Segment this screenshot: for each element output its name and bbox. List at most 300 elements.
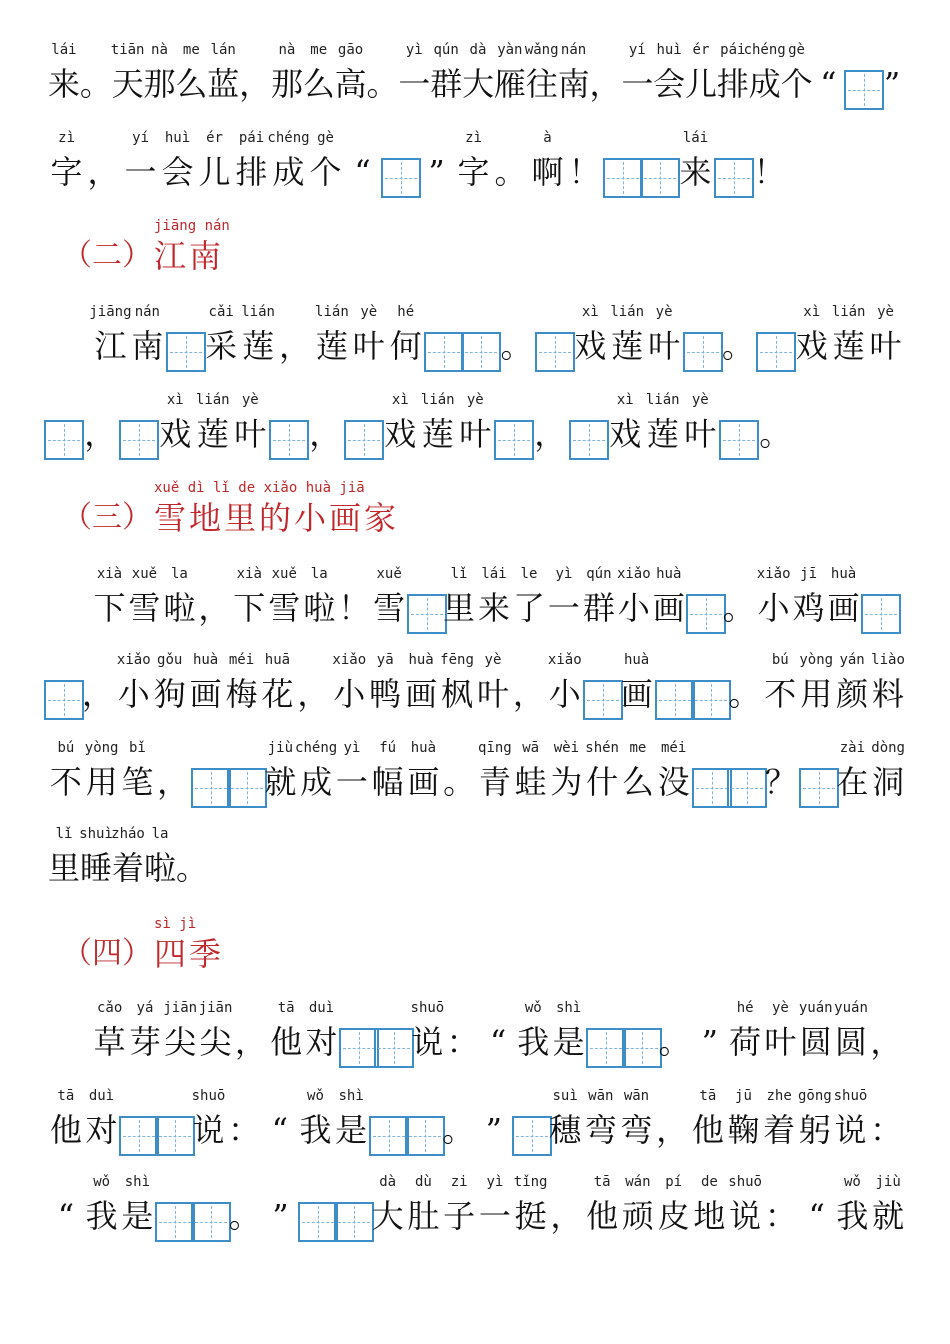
pinyin: yuán <box>798 1000 833 1016</box>
hanzi: 成 <box>748 65 781 103</box>
hanzi: 叶 <box>234 415 267 453</box>
pinyin: me <box>310 42 328 58</box>
pinyin: lán <box>210 42 236 58</box>
pinyin: jiān <box>163 1000 198 1016</box>
pinyin: yè <box>772 1000 789 1016</box>
word-unit <box>532 392 570 472</box>
pinyin: xuě <box>271 566 297 582</box>
word-unit <box>867 304 904 384</box>
hanzi: 画 <box>405 675 438 713</box>
writing-grid-box[interactable] <box>622 1028 662 1068</box>
hanzi: ， <box>297 675 330 713</box>
writing-grid-box[interactable] <box>799 768 839 808</box>
pinyin: xì <box>616 392 634 408</box>
hanzi: 个 <box>309 153 342 191</box>
pinyin: cǎi <box>208 304 234 320</box>
word-unit <box>176 826 208 906</box>
pinyin: jū <box>735 1088 752 1104</box>
hanzi: 花 <box>261 675 294 713</box>
pinyin: lián <box>315 304 349 320</box>
hanzi: 成 <box>300 763 333 801</box>
writing-grid-box[interactable] <box>583 680 623 720</box>
pinyin: gè <box>317 130 334 146</box>
hanzi: 一 <box>547 589 580 627</box>
word-unit <box>876 42 908 122</box>
word-unit <box>307 130 344 210</box>
pinyin: de <box>700 1174 718 1190</box>
hanzi: 戏 <box>384 415 417 453</box>
hanzi: 莲 <box>196 415 229 453</box>
pinyin: xiǎo <box>116 652 151 668</box>
pinyin: huà <box>656 566 682 582</box>
writing-grid-box[interactable] <box>727 768 767 808</box>
hanzi: 料 <box>872 675 905 713</box>
pinyin: xì <box>803 304 821 320</box>
writing-grid-box[interactable] <box>344 420 384 460</box>
text-line-1 <box>48 42 908 122</box>
pinyin: lián <box>831 304 866 320</box>
writing-grid-box[interactable] <box>44 420 84 460</box>
pinyin: tiān <box>110 42 145 58</box>
hanzi: 天 <box>111 65 144 103</box>
text-line-5 <box>92 566 896 646</box>
hanzi: ” <box>485 1111 502 1149</box>
pinyin: zài <box>839 740 866 756</box>
section-title: 四季 <box>154 935 225 973</box>
hanzi: 着 <box>763 1111 796 1149</box>
hanzi: ， <box>198 589 231 627</box>
word-unit <box>558 42 590 122</box>
writing-grid-box[interactable] <box>155 1202 195 1242</box>
hanzi: 圆 <box>835 1023 868 1061</box>
pinyin: lián <box>610 304 645 320</box>
hanzi: 啊 <box>531 153 564 191</box>
word-unit <box>227 1174 263 1254</box>
pinyin: xì <box>581 304 599 320</box>
pinyin: liào <box>871 652 905 668</box>
hanzi: 莲 <box>421 415 454 453</box>
writing-grid-box[interactable] <box>683 332 723 372</box>
pinyin: yán <box>839 652 865 668</box>
hanzi: ？ <box>764 763 797 801</box>
writing-grid-box[interactable] <box>119 420 159 460</box>
hanzi: ！ <box>753 153 786 191</box>
pinyin: lái <box>682 130 709 146</box>
word-unit <box>651 566 686 646</box>
blank-box <box>655 652 691 732</box>
pinyin: lián <box>241 304 275 320</box>
hanzi: 荷 <box>729 1023 762 1061</box>
word-unit <box>751 130 788 210</box>
pinyin: shuō <box>728 1174 762 1190</box>
writing-grid-box[interactable] <box>191 768 231 808</box>
pinyin: xiǎo <box>547 652 582 668</box>
hanzi: “ <box>57 1197 75 1235</box>
hanzi: 他 <box>270 1023 303 1061</box>
hanzi: 来 <box>48 65 81 103</box>
word-unit <box>757 392 795 472</box>
hanzi: 为 <box>550 763 583 801</box>
writing-grid-box[interactable] <box>44 680 84 720</box>
pinyin: lái <box>51 42 77 58</box>
pinyin: yè <box>466 392 484 408</box>
hanzi: ， <box>239 65 272 103</box>
hanzi: 叶 <box>648 327 681 365</box>
hanzi: “ <box>271 1111 288 1149</box>
blank-box <box>191 740 227 820</box>
writing-grid-box[interactable] <box>298 1202 338 1242</box>
section-title: 江南 <box>154 237 225 275</box>
blank-box <box>622 1000 657 1080</box>
pinyin: shuō <box>191 1088 226 1104</box>
hanzi: ！ <box>338 589 371 627</box>
hanzi: ， <box>81 675 114 713</box>
pinyin: zháo <box>111 826 145 842</box>
pinyin: lǐ <box>55 826 73 842</box>
word-unit <box>656 740 692 820</box>
pinyin: méi <box>228 652 255 668</box>
hanzi: ， <box>157 763 190 801</box>
hanzi: 幅 <box>371 763 404 801</box>
section-title: 雪地里的小画家 <box>154 499 400 537</box>
text-line-11 <box>48 1174 906 1254</box>
hanzi: 。 <box>759 415 792 453</box>
blank-box <box>155 1174 191 1254</box>
pinyin: wǒ <box>307 1088 324 1104</box>
hanzi: 下 <box>93 589 126 627</box>
hanzi: 么 <box>175 65 208 103</box>
writing-grid-box[interactable] <box>166 332 206 372</box>
word-unit <box>263 1174 299 1254</box>
hanzi: 叶 <box>476 675 509 713</box>
pinyin: yì <box>405 42 423 58</box>
word-unit <box>682 392 720 472</box>
writing-grid-box[interactable] <box>756 332 796 372</box>
writing-grid-box[interactable] <box>461 332 501 372</box>
pinyin: jiù <box>875 1174 901 1190</box>
pinyin: zì <box>58 130 75 146</box>
text-line-8 <box>48 826 208 906</box>
writing-grid-box[interactable] <box>512 1116 552 1156</box>
hanzi: 么 <box>302 65 335 103</box>
hanzi: 叶 <box>459 415 492 453</box>
word-unit <box>410 1000 445 1080</box>
hanzi: 是 <box>552 1023 585 1061</box>
pinyin: gǒu <box>157 652 183 668</box>
blank-box <box>861 566 896 646</box>
hanzi: 他 <box>49 1111 82 1149</box>
word-unit <box>307 392 345 472</box>
writing-grid-box[interactable] <box>339 1028 379 1068</box>
hanzi: 一 <box>621 65 654 103</box>
hanzi: 青 <box>478 763 511 801</box>
pinyin: qún <box>433 42 459 58</box>
blank-box <box>683 304 720 384</box>
hanzi: 啦 <box>144 849 177 887</box>
hanzi: 不 <box>764 675 797 713</box>
blank-box <box>691 652 727 732</box>
writing-grid-box[interactable] <box>405 1116 445 1156</box>
hanzi: 戏 <box>609 415 642 453</box>
word-unit <box>869 1000 904 1080</box>
hanzi: 小 <box>617 589 650 627</box>
word-unit <box>547 652 583 732</box>
pinyin: xiǎo <box>332 652 367 668</box>
pinyin: huà <box>192 652 219 668</box>
word-unit <box>82 392 120 472</box>
hanzi: 排 <box>235 153 268 191</box>
hanzi: 字 <box>457 153 490 191</box>
word-unit <box>344 130 381 210</box>
pinyin: tā <box>277 1000 295 1016</box>
writing-grid-box[interactable] <box>424 332 464 372</box>
blank-box <box>494 392 532 472</box>
hanzi: 在 <box>836 763 869 801</box>
pinyin: wán <box>625 1174 651 1190</box>
pinyin: nà <box>278 42 296 58</box>
hanzi: 戏 <box>574 327 607 365</box>
writing-grid-box[interactable] <box>191 1202 231 1242</box>
pinyin: yè <box>655 304 673 320</box>
writing-grid-box[interactable] <box>569 420 609 460</box>
word-unit <box>812 42 844 122</box>
writing-grid-box[interactable] <box>692 768 732 808</box>
hanzi: ： <box>764 1197 797 1235</box>
hanzi: 着 <box>112 849 145 887</box>
section-title-pinyin: xuě dì lǐ de xiǎo huà jiā <box>154 480 365 496</box>
text-line-6 <box>44 652 906 732</box>
word-unit <box>191 1088 227 1168</box>
pinyin: pái <box>720 42 746 58</box>
hanzi: 大 <box>371 1197 404 1235</box>
pinyin: fú <box>379 740 397 756</box>
hanzi: ” <box>428 153 445 191</box>
pinyin: jiù <box>267 740 294 756</box>
pinyin: shuì <box>79 826 113 842</box>
hanzi: 里 <box>443 589 476 627</box>
pinyin: dòng <box>871 740 905 756</box>
writing-grid-box[interactable] <box>640 158 680 198</box>
pinyin: shuō <box>833 1088 868 1104</box>
hanzi: 对 <box>305 1023 338 1061</box>
hanzi: 雪 <box>268 589 301 627</box>
blank-box <box>298 1174 334 1254</box>
pinyin: shì <box>124 1174 151 1190</box>
hanzi: 草 <box>93 1023 126 1061</box>
writing-grid-box[interactable] <box>603 158 643 198</box>
section-title-pinyin: jiāng nán <box>154 218 230 234</box>
pinyin: wǎng <box>524 42 559 58</box>
hanzi: 会 <box>161 153 194 191</box>
hanzi: 是 <box>121 1197 154 1235</box>
writing-grid-box[interactable] <box>155 1116 195 1156</box>
writing-grid-box[interactable] <box>691 680 731 720</box>
hanzi: 子 <box>443 1197 476 1235</box>
writing-grid-box[interactable] <box>269 420 309 460</box>
hanzi: ， <box>589 65 622 103</box>
pinyin: dà <box>379 1174 397 1190</box>
pinyin: wèi <box>553 740 580 756</box>
word-unit <box>763 1174 799 1254</box>
pinyin: lái <box>481 566 507 582</box>
writing-grid-box[interactable] <box>374 1028 414 1068</box>
hanzi: 顽 <box>621 1197 654 1235</box>
hanzi: 。 <box>721 327 754 365</box>
hanzi: 莲 <box>242 327 275 365</box>
hanzi: 莲 <box>611 327 644 365</box>
hanzi: ！ <box>568 153 601 191</box>
word-unit <box>657 1000 692 1080</box>
hanzi: 群 <box>582 589 615 627</box>
hanzi: “ <box>489 1023 507 1061</box>
pinyin: pái <box>238 130 265 146</box>
writing-grid-box[interactable] <box>719 420 759 460</box>
hanzi: 我 <box>299 1111 332 1149</box>
pinyin: yè <box>484 652 502 668</box>
hanzi: 小 <box>757 589 790 627</box>
pinyin: xì <box>166 392 184 408</box>
pinyin: qún <box>586 566 612 582</box>
hanzi: 穗 <box>549 1111 582 1149</box>
pinyin: à <box>543 130 552 146</box>
hanzi: ” <box>701 1023 718 1061</box>
hanzi: 不 <box>49 763 82 801</box>
word-unit <box>232 392 270 472</box>
writing-grid-box[interactable] <box>586 1028 626 1068</box>
hanzi: 说 <box>192 1111 225 1149</box>
writing-grid-box[interactable] <box>494 420 534 460</box>
word-unit <box>226 1088 262 1168</box>
blank-box <box>719 392 757 472</box>
hanzi: ， <box>234 1023 267 1061</box>
writing-grid-box[interactable] <box>381 158 421 198</box>
hanzi: 小 <box>333 675 366 713</box>
writing-grid-box[interactable] <box>227 768 267 808</box>
hanzi: 雁 <box>493 65 526 103</box>
hanzi: 没 <box>657 763 690 801</box>
word-unit <box>406 740 442 820</box>
word-unit <box>513 1174 549 1254</box>
blank-box <box>44 392 82 472</box>
hanzi: 画 <box>652 589 685 627</box>
word-unit <box>719 304 756 384</box>
hanzi: 枫 <box>441 675 474 713</box>
pinyin: wǒ <box>524 1000 542 1016</box>
text-line-9 <box>92 1000 904 1080</box>
pinyin: yè <box>360 304 378 320</box>
pinyin: qīng <box>478 740 512 756</box>
hanzi: 那 <box>143 65 176 103</box>
pinyin: yè <box>241 392 259 408</box>
word-unit <box>475 652 511 732</box>
blank-box <box>714 130 751 210</box>
writing-grid-box[interactable] <box>714 158 754 198</box>
word-unit <box>727 1174 763 1254</box>
section-heading-xuedi <box>62 480 462 550</box>
section-number: （四） <box>62 936 152 971</box>
hanzi: 群 <box>430 65 463 103</box>
hanzi: 是 <box>335 1111 368 1149</box>
pinyin: xuě <box>131 566 158 582</box>
pinyin: tā <box>593 1174 611 1190</box>
word-unit <box>833 1000 868 1080</box>
hanzi: 芽 <box>128 1023 161 1061</box>
pinyin: zhe <box>766 1088 792 1104</box>
text-line-3 <box>89 304 904 384</box>
writing-grid-box[interactable] <box>535 332 575 372</box>
hanzi: ： <box>446 1023 479 1061</box>
hanzi: 高 <box>334 65 367 103</box>
pinyin: nán <box>134 304 160 320</box>
word-unit <box>498 304 535 384</box>
pinyin: pí <box>665 1174 683 1190</box>
hanzi: 我 <box>85 1197 118 1235</box>
blank-box <box>603 130 640 210</box>
hanzi: 蓝 <box>207 65 240 103</box>
pinyin: lián <box>420 392 455 408</box>
hanzi: 笔 <box>121 763 154 801</box>
hanzi: 鸭 <box>369 675 402 713</box>
pinyin: huà <box>408 652 434 668</box>
writing-grid-box[interactable] <box>369 1116 409 1156</box>
hanzi: 排 <box>716 65 749 103</box>
text-line-7 <box>48 740 906 820</box>
hanzi: 圆 <box>799 1023 832 1061</box>
pinyin: tā <box>699 1088 717 1104</box>
word-unit <box>304 1000 339 1080</box>
hanzi: ， <box>550 1197 583 1235</box>
word-unit <box>619 652 655 732</box>
pinyin: huā <box>264 652 291 668</box>
hanzi: 会 <box>653 65 686 103</box>
writing-grid-box[interactable] <box>655 680 695 720</box>
hanzi: 采 <box>205 327 238 365</box>
word-unit <box>476 1088 512 1168</box>
pinyin: nán <box>560 42 587 58</box>
writing-grid-box[interactable] <box>334 1202 374 1242</box>
word-unit <box>870 652 906 732</box>
pinyin: huì <box>164 130 191 146</box>
blank-box <box>381 130 418 210</box>
pinyin: yí <box>132 130 149 146</box>
hanzi: 儿 <box>685 65 718 103</box>
section-number: （二） <box>62 238 152 273</box>
pinyin: ér <box>692 42 710 58</box>
writing-grid-box[interactable] <box>119 1116 159 1156</box>
pinyin: yàn <box>497 42 523 58</box>
hanzi: 大 <box>462 65 495 103</box>
hanzi: 南 <box>131 327 164 365</box>
hanzi: 颜 <box>836 675 869 713</box>
pinyin: yòng <box>799 652 834 668</box>
hanzi: 一 <box>124 153 157 191</box>
pinyin: chéng <box>267 130 310 146</box>
pinyin: yì <box>343 740 361 756</box>
hanzi: 说 <box>729 1197 762 1235</box>
hanzi: ” <box>272 1197 289 1235</box>
writing-grid-box[interactable] <box>861 594 901 634</box>
hanzi: 我 <box>517 1023 550 1061</box>
blank-box <box>269 392 307 472</box>
hanzi: 画 <box>189 675 222 713</box>
hanzi: 里 <box>48 849 81 887</box>
pinyin: yā <box>376 652 394 668</box>
pinyin: duì <box>88 1088 115 1104</box>
hanzi: 那 <box>270 65 303 103</box>
pinyin: jiāng <box>89 304 132 320</box>
blank-box <box>369 1088 405 1168</box>
pinyin: yá <box>136 1000 154 1016</box>
